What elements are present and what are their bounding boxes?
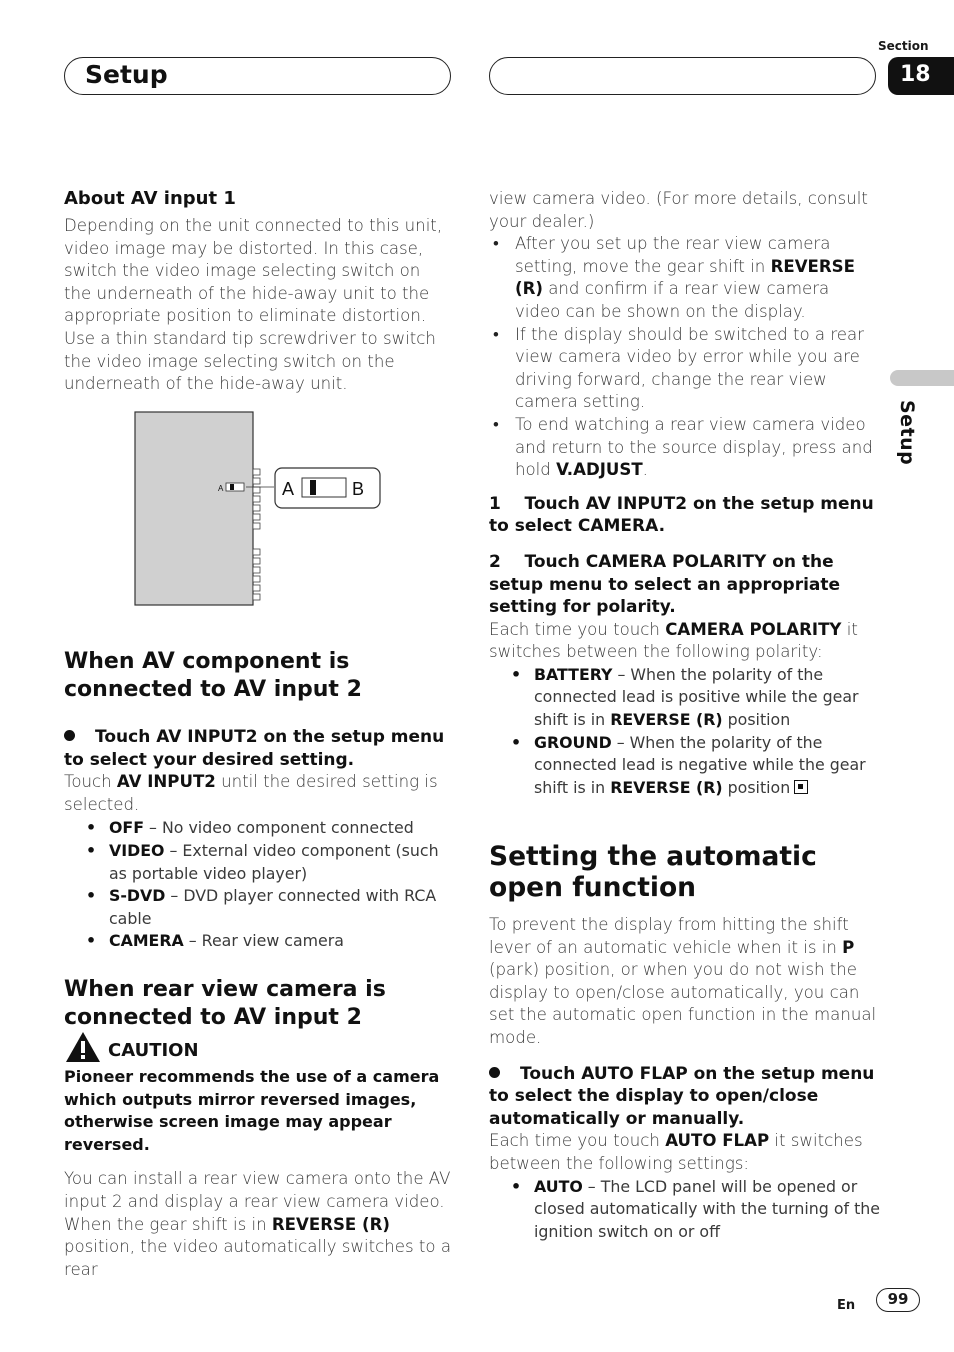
small-switch-label: A [218,484,224,493]
polarity-options-list [489,664,877,800]
step-bullet-icon [489,1067,500,1078]
page-header-title: Setup [85,60,168,89]
unit-connector-pins [253,469,260,600]
hideaway-unit-diagram [134,411,384,607]
header-empty-bar [489,57,876,95]
polarity-intro: Each time you touch CAMERA POLARITY it switches between the following polarity: [489,619,858,662]
av-component-touch-text: Touch AV INPUT2 until the desired setting is selected. [64,772,438,814]
camera-notes-list [489,233,877,482]
about-body: Depending on the unit connected to this unit, video image may be distorted. In this case, switch the video image selecting switch on the underneath of the hide-away unit to the appropriate position to eliminate distortion. Use a thin standard tip screwdriver to switch the video image selecting switch on the underneath of the hide-away unit. [64,216,443,394]
list-item: • GROUND – When the polarity of the connected lead is negative while the gear shift is in REVERSE (R) position [489,732,877,800]
page-number: 99 [876,1288,920,1312]
small-switch-icon [226,483,244,491]
av-component-heading: When AV component is connected to AV input 2 [64,649,362,702]
list-item: • After you set up the rear view camera setting, move the gear shift in REVERSE (R) and confirm if a rear view camera video can be shown on the display. [489,233,877,323]
switch-slider-icon [302,478,346,497]
auto-flap-step: Touch AUTO FLAP on the setup menu to select the display to open/close automatically or manually. [489,1063,875,1129]
list-item: • S-DVD – DVD player connected with RCA cable [64,885,456,930]
switch-position-b: B [352,479,365,499]
step-bullet-icon [64,730,75,741]
section-label: Section [878,39,929,53]
list-item: • To end watching a rear view camera video and return to the source display, press and hold V.ADJUST. [489,414,877,482]
rear-camera-heading: When rear view camera is connected to AV input 2 [64,977,386,1030]
header-title-bar [64,57,451,95]
av-component-step: Touch AV INPUT2 on the setup menu to select your desired setting. [64,727,445,770]
list-item: • AUTO – The LCD panel will be opened or closed automatically with the turning of the ignition switch on or off [489,1176,881,1244]
step-2: 2 Touch CAMERA POLARITY on the setup menu to select an appropriate setting for polarity. [489,551,846,618]
right-column-top [489,188,880,799]
end-of-section-icon [794,780,808,794]
auto-open-body: To prevent the display from hitting the shift lever of an automatic vehicle when it is in P (park) position, or when you do not wish the display to open/close automatically, you can set the automatic open function in the manual mode. [489,915,877,1047]
av-component-block [64,648,456,953]
caution-title: CAUTION [64,1038,456,1066]
switch-position-a: A [282,479,295,499]
list-item: • CAMERA – Rear view camera [64,930,456,953]
auto-open-heading: Setting the automatic open function [489,841,817,903]
hideaway-unit-body [135,412,253,605]
step-1: 1 Touch AV INPUT2 on the setup menu to select CAMERA. [489,493,880,537]
rear-camera-block [64,976,456,1281]
list-item: • OFF – No video component connected [64,817,456,840]
side-tab-marker [890,370,954,386]
av-input-options-list [64,817,456,953]
list-item: • VIDEO – External video component (such as portable video player) [64,840,456,885]
side-tab-label: Setup [896,400,918,466]
auto-open-block [489,841,881,1243]
about-av-input1-block [64,188,456,396]
caution-warning-icon [64,1030,102,1064]
continued-text: view camera video. (For more details, consult your dealer.) [489,189,868,231]
footer-language: En [837,1298,856,1313]
rear-camera-body: You can install a rear view camera onto the AV input 2 and display a rear view camera video. When the gear shift is in REVERSE (R) position, the video automatically switches to a rear [64,1169,451,1279]
auto-flap-intro: Each time you touch AUTO FLAP it switches between the following settings: [489,1131,863,1173]
about-heading: About AV input 1 [64,188,236,209]
auto-flap-options-list [489,1176,881,1244]
list-item: • If the display should be switched to a rear view camera video by error while you are driving forward, change the rear view camera setting. [489,324,877,414]
list-item: • BATTERY – When the polarity of the connected lead is positive while the gear shift is in REVERSE (R) position [489,664,877,732]
caution-text: Pioneer recommends the use of a camera which outputs mirror reversed images, otherwise screen image may appear reversed. [64,1067,440,1154]
section-number: 18 [888,57,954,95]
